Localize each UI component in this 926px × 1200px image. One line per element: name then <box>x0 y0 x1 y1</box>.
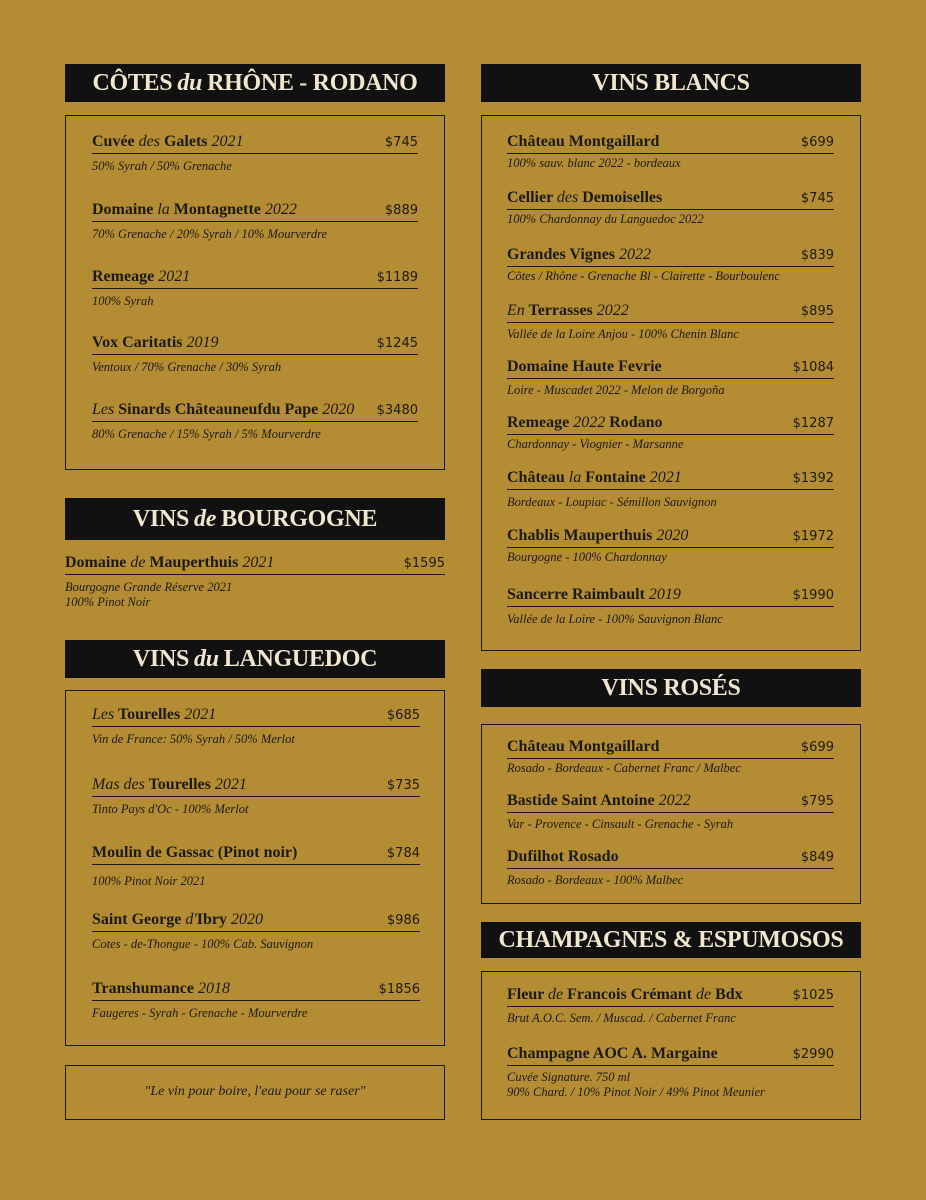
wine-name: Château Montgaillard <box>507 738 660 755</box>
wine-name: Cellier des Demoiselles <box>507 189 663 206</box>
wine-desc: 80% Grenache / 15% Syrah / 5% Mourverdre <box>92 427 321 441</box>
header-word: CÔTES <box>92 69 173 96</box>
wine-price: $1025 <box>792 988 834 1003</box>
wine-price: $745 <box>800 191 834 206</box>
wine-name: Moulin de Gassac (Pinot noir) <box>92 844 298 861</box>
wine-row <box>507 133 834 154</box>
wine-row <box>507 469 834 490</box>
wine-item <box>507 792 834 832</box>
wine-item <box>507 986 834 1026</box>
wine-name: Domaine de Mauperthuis 2021 <box>65 554 275 571</box>
wine-name: Saint George d'Ibry 2020 <box>92 911 263 928</box>
wine-row <box>507 527 834 548</box>
wine-name: Transhumance 2018 <box>92 980 230 997</box>
wine-row <box>507 414 834 435</box>
wine-item <box>507 586 834 627</box>
wine-row <box>92 334 418 355</box>
wine-desc: Var - Provence - Cinsault - Grenache - Syrah <box>507 817 734 831</box>
header-word-italic: du <box>194 645 219 672</box>
wine-name: Grandes Vignes 2022 <box>507 246 652 263</box>
wine-row <box>507 738 834 759</box>
wine-item <box>507 189 834 227</box>
wine-price: $735 <box>386 778 420 793</box>
wine-name: Chablis Mauperthuis 2020 <box>507 527 689 544</box>
wine-desc-line-2: 100% Pinot Noir <box>65 595 151 609</box>
wine-item <box>507 133 834 171</box>
wine-price: $1392 <box>792 471 834 486</box>
header-languedoc <box>65 640 445 678</box>
wine-desc: Faugeres - Syrah - Grenache - Mourverdre <box>92 1006 308 1020</box>
wine-price: $1595 <box>403 556 445 571</box>
wine-name: Les Tourelles 2021 <box>92 706 217 723</box>
wine-desc: Vallée de la Loire Anjou - 100% Chenin Blanc <box>507 327 739 341</box>
wine-name: Cuvée des Galets 2021 <box>92 133 244 150</box>
header-word: VINS ROSÉS <box>601 674 741 701</box>
wine-desc: 70% Grenache / 20% Syrah / 10% Mourverdre <box>92 227 328 241</box>
wine-price: $1990 <box>792 588 834 603</box>
wine-item <box>507 527 834 565</box>
wine-price: $1856 <box>378 982 420 997</box>
header-word: RHÔNE - RODANO <box>207 69 418 96</box>
wine-row <box>92 268 418 289</box>
wine-name: Champagne AOC A. Margaine <box>507 1045 718 1062</box>
wine-item <box>92 268 418 309</box>
wine-desc: Chardonnay - Viognier - Marsanne <box>507 437 684 451</box>
header-bourgogne <box>65 498 445 540</box>
wine-name: Vox Caritatis 2019 <box>92 334 219 351</box>
wine-item <box>507 738 834 776</box>
wine-desc: Ventoux / 70% Grenache / 30% Syrah <box>92 360 282 374</box>
wine-desc: 100% Chardonnay du Languedoc 2022 <box>507 212 704 226</box>
wine-name: Remeage 2021 <box>92 268 191 285</box>
wine-desc: 100% Pinot Noir 2021 <box>92 874 206 888</box>
wine-row <box>507 848 834 869</box>
wine-price: $1287 <box>792 416 834 431</box>
wine-name: Mas des Tourelles 2021 <box>92 776 247 793</box>
wine-desc: Côtes / Rhône - Grenache Bl - Clairette - Bourboulenc <box>507 269 780 283</box>
wine-row <box>507 189 834 210</box>
wine-desc: Loire - Muscadet 2022 - Melon de Borgoña <box>507 383 725 397</box>
wine-row <box>92 776 420 797</box>
wine-desc: Bourgogne Grande Réserve 2021 <box>65 580 233 594</box>
wine-desc: Rosado - Bordeaux - 100% Malbec <box>507 873 684 887</box>
wine-row <box>92 706 420 727</box>
header-vins-roses <box>481 669 861 707</box>
header-vins-blancs <box>481 64 861 102</box>
quote-text: "Le vin pour boire, l'eau pour se raser" <box>144 1084 366 1099</box>
wine-desc: Bordeaux - Loupiac - Sémillon Sauvignon <box>507 495 717 509</box>
wine-name: Château Montgaillard <box>507 133 660 150</box>
wine-item <box>92 334 418 375</box>
wine-name: Remeage 2022 Rodano <box>507 414 663 431</box>
wine-item <box>92 776 420 817</box>
wine-row <box>92 401 418 422</box>
header-cotes-du-rhone <box>65 64 445 102</box>
wine-item <box>92 911 420 952</box>
wine-item <box>92 401 418 442</box>
wine-desc: Cotes - de-Thongue - 100% Cab. Sauvignon <box>92 937 314 951</box>
wine-name: Dufilhot Rosado <box>507 848 619 865</box>
wine-row <box>65 554 445 575</box>
wine-name: Sancerre Raimbault 2019 <box>507 586 681 603</box>
header-word: CHAMPAGNES & ESPUMOSOS <box>498 926 844 953</box>
wine-price: $699 <box>800 740 834 755</box>
wine-desc: 100% sauv. blanc 2022 - bordeaux <box>507 156 681 170</box>
wine-price: $849 <box>800 850 834 865</box>
header-word: LANGUEDOC <box>223 645 378 672</box>
wine-item <box>507 246 834 284</box>
header-word: BOURGOGNE <box>221 505 378 532</box>
wine-item <box>507 358 834 398</box>
wine-price: $986 <box>386 913 420 928</box>
header-word-italic: du <box>177 69 203 96</box>
wine-row <box>92 980 420 1001</box>
wine-desc-line-2: 90% Chard. / 10% Pinot Noir / 49% Pinot Meunier <box>507 1085 765 1099</box>
wine-desc: Vin de France: 50% Syrah / 50% Merlot <box>92 732 295 746</box>
wine-row <box>507 246 834 267</box>
wine-desc: Cuvée Signature. 750 ml <box>507 1070 631 1084</box>
wine-row <box>507 1045 834 1066</box>
wine-desc: 100% Syrah <box>92 294 154 308</box>
wine-name: Les Sinards Châteauneufdu Pape 2020 <box>92 401 355 418</box>
wine-row <box>507 586 834 607</box>
wine-item <box>507 848 834 888</box>
wine-item <box>507 1045 834 1100</box>
header-word-italic: de <box>194 505 217 532</box>
wine-name: En Terrasses 2022 <box>507 302 629 319</box>
wine-row <box>507 792 834 813</box>
wine-row <box>92 133 418 154</box>
header-champagnes <box>481 922 861 958</box>
wine-price: $1245 <box>376 336 418 351</box>
wine-price: $2990 <box>792 1047 834 1062</box>
wine-row <box>92 201 418 222</box>
wine-desc: Brut A.O.C. Sem. / Muscad. / Cabernet Franc <box>507 1011 736 1025</box>
wine-item <box>507 469 834 510</box>
wine-item <box>65 554 445 610</box>
wine-name: Domaine la Montagnette 2022 <box>92 201 297 218</box>
wine-row <box>507 358 834 379</box>
wine-name: Domaine Haute Fevrie <box>507 358 662 375</box>
wine-name: Fleur de Francois Crémant de Bdx <box>507 986 743 1003</box>
wine-row <box>507 302 834 323</box>
wine-price: $839 <box>800 248 834 263</box>
wine-price: $685 <box>386 708 420 723</box>
wine-desc: Bourgogne - 100% Chardonnay <box>507 550 667 564</box>
wine-price: $795 <box>800 794 834 809</box>
wine-price: $1189 <box>376 270 418 285</box>
wine-price: $1084 <box>792 360 834 375</box>
wine-desc: 50% Syrah / 50% Grenache <box>92 159 232 173</box>
wine-item <box>92 201 418 242</box>
wine-item <box>507 414 834 452</box>
wine-price: $3480 <box>376 403 418 418</box>
wine-item <box>92 706 420 747</box>
wine-name: Château la Fontaine 2021 <box>507 469 682 486</box>
wine-item <box>92 844 420 889</box>
wine-item <box>92 980 420 1021</box>
wine-row <box>92 844 420 865</box>
wine-price: $784 <box>386 846 420 861</box>
header-word: VINS <box>132 645 190 672</box>
wine-item <box>92 133 418 174</box>
wine-row <box>92 911 420 932</box>
wine-desc: Tinto Pays d'Oc - 100% Merlot <box>92 802 249 816</box>
wine-price: $889 <box>384 203 418 218</box>
wine-row <box>507 986 834 1007</box>
header-word: VINS BLANCS <box>592 69 750 96</box>
wine-item <box>507 302 834 342</box>
wine-price: $895 <box>800 304 834 319</box>
wine-price: $699 <box>800 135 834 150</box>
wine-name: Bastide Saint Antoine 2022 <box>507 792 691 809</box>
wine-price: $745 <box>384 135 418 150</box>
wine-desc: Rosado - Bordeaux - Cabernet Franc / Malbec <box>507 761 741 775</box>
header-word: VINS <box>132 505 190 532</box>
wine-price: $1972 <box>792 529 834 544</box>
wine-desc: Vallée de la Loire - 100% Sauvignon Blanc <box>507 612 723 626</box>
